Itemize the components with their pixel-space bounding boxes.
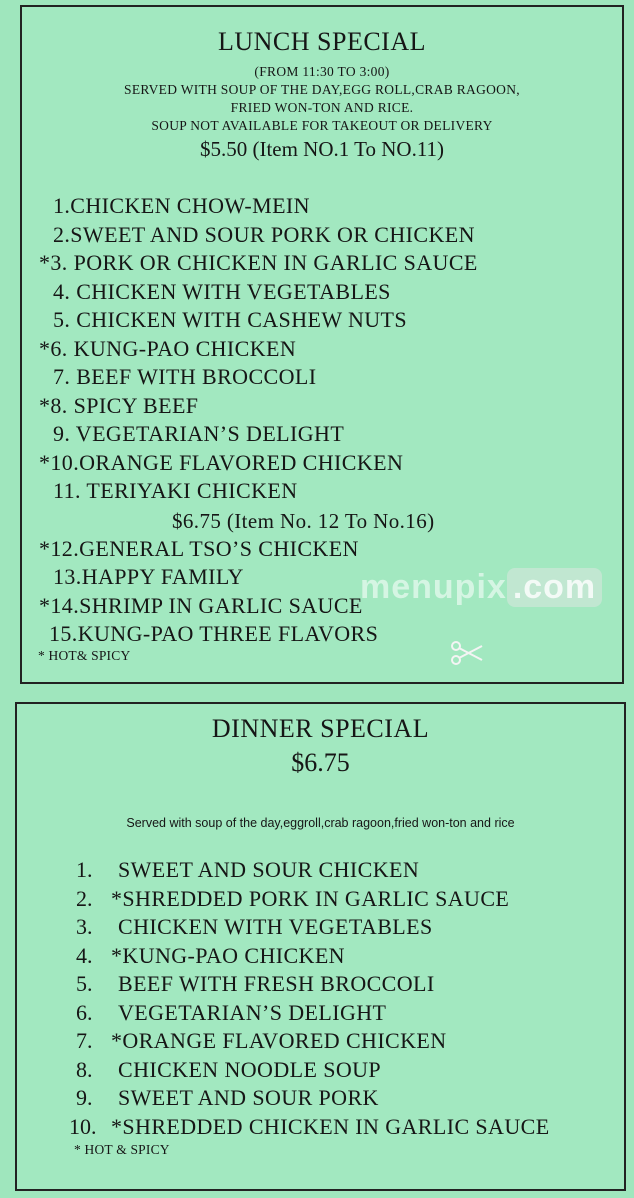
scissors-icon [450, 640, 486, 671]
lunch-item: 4. CHICKEN WITH VEGETABLES [53, 279, 391, 304]
lunch-served-line1: SERVED WITH SOUP OF THE DAY,EGG ROLL,CRAB RAGOON, [124, 82, 520, 97]
dinner-special-section [15, 702, 626, 1191]
lunch-item: 9. VEGETARIAN’S DELIGHT [53, 421, 345, 446]
dinner-item-number: 6. [76, 1000, 93, 1025]
lunch-item: 2.SWEET AND SOUR PORK OR CHICKEN [53, 222, 475, 247]
lunch-item: *12.GENERAL TSO’S CHICKEN [39, 536, 359, 561]
lunch-hours: (FROM 11:30 TO 3:00) [254, 64, 390, 79]
lunch-item: 5. CHICKEN WITH CASHEW NUTS [53, 307, 408, 332]
dinner-item-name: *ORANGE FLAVORED CHICKEN [111, 1028, 447, 1053]
dinner-item-name: SWEET AND SOUR CHICKEN [118, 857, 420, 882]
dinner-item-name: CHICKEN WITH VEGETABLES [118, 914, 433, 939]
lunch-hot-spicy-legend: * HOT& SPICY [38, 648, 131, 663]
dinner-served-note: Served with soup of the day,eggroll,crab ragoon,fried won-ton and rice [126, 816, 515, 830]
watermark-text: menupix [360, 568, 507, 606]
dinner-hot-spicy-legend: * HOT & SPICY [74, 1142, 170, 1157]
lunch-item: *8. SPICY BEEF [39, 393, 199, 418]
dinner-item-number: 10. [69, 1114, 97, 1139]
dinner-item-number: 4. [76, 943, 93, 968]
lunch-served-line2: FRIED WON-TON AND RICE. [230, 100, 414, 115]
dinner-item-number: 7. [76, 1028, 93, 1053]
lunch-item: *3. PORK OR CHICKEN IN GARLIC SAUCE [39, 250, 478, 275]
dinner-item-name: BEEF WITH FRESH BROCCOLI [118, 971, 435, 996]
dinner-item-name: *KUNG-PAO CHICKEN [111, 943, 345, 968]
lunch-soup-note: SOUP NOT AVAILABLE FOR TAKEOUT OR DELIVERY [151, 118, 493, 133]
lunch-item: *14.SHRIMP IN GARLIC SAUCE [39, 593, 363, 618]
lunch-item: 15.KUNG-PAO THREE FLAVORS [49, 621, 379, 646]
watermark [360, 568, 602, 607]
lunch-price-1: $5.50 (Item NO.1 To NO.11) [199, 137, 445, 161]
dinner-item-number: 9. [76, 1085, 93, 1110]
dinner-item-number: 3. [76, 914, 93, 939]
dinner-item-name: VEGETARIAN’S DELIGHT [118, 1000, 387, 1025]
dinner-item-number: 8. [76, 1057, 93, 1082]
lunch-item: 11. TERIYAKI CHICKEN [53, 478, 298, 503]
lunch-item: 7. BEEF WITH BROCCOLI [53, 364, 317, 389]
lunch-price-2: $6.75 (Item No. 12 To No.16) [172, 509, 435, 533]
watermark-domain: .com [507, 568, 602, 607]
dinner-item-number: 1. [76, 857, 93, 882]
lunch-item: 1.CHICKEN CHOW-MEIN [53, 193, 310, 218]
lunch-item: 13.HAPPY FAMILY [53, 564, 244, 589]
lunch-item: *6. KUNG-PAO CHICKEN [39, 336, 297, 361]
dinner-item-name: *SHREDDED PORK IN GARLIC SAUCE [111, 886, 510, 911]
dinner-item-number: 2. [76, 886, 93, 911]
dinner-item-name: CHICKEN NOODLE SOUP [118, 1057, 382, 1082]
lunch-item: *10.ORANGE FLAVORED CHICKEN [39, 450, 404, 475]
dinner-price: $6.75 [291, 748, 350, 777]
lunch-title: LUNCH SPECIAL [217, 27, 426, 56]
dinner-item-name: SWEET AND SOUR PORK [118, 1085, 379, 1110]
dinner-item-number: 5. [76, 971, 93, 996]
dinner-item-name: *SHREDDED CHICKEN IN GARLIC SAUCE [111, 1114, 550, 1139]
dinner-title: DINNER SPECIAL [211, 714, 430, 743]
